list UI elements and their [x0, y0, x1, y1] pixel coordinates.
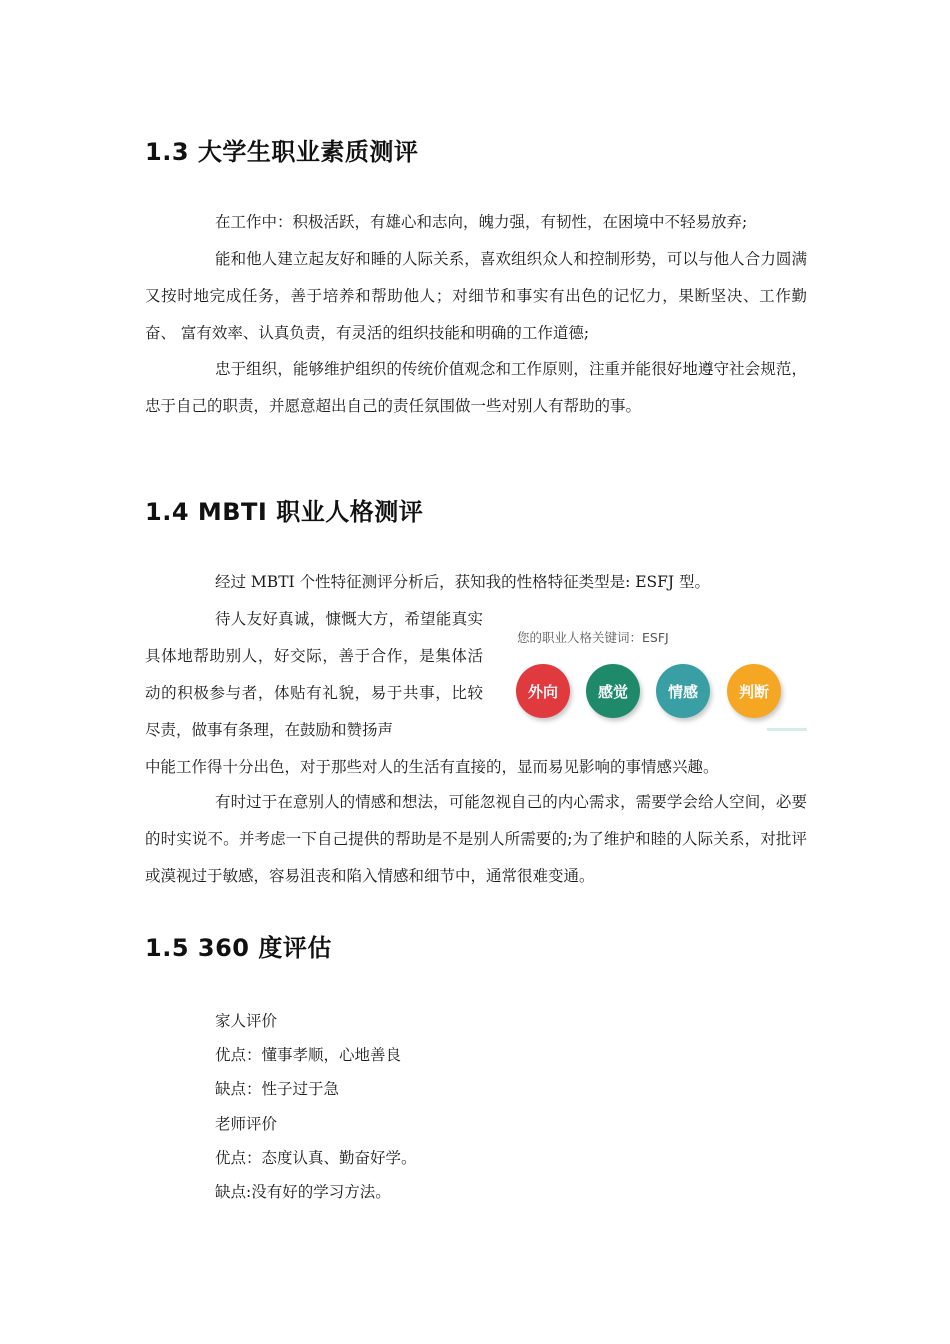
section-1-5-heading: 1.5 360 度评估 — [145, 934, 332, 962]
figure-accent-line — [767, 728, 807, 731]
section-1-3-paragraph-1: 在工作中：积极活跃，有雄心和志向，魄力强，有韧性，在困境中不轻易放弃; — [215, 213, 748, 231]
section-1-3-heading: 1.3 大学生职业素质测评 — [145, 138, 419, 166]
evaluation-line: 缺点:没有好的学习方法。 — [215, 1183, 391, 1201]
keyword-judging-badge: 判断 — [727, 664, 781, 718]
evaluation-line: 老师评价 — [215, 1115, 278, 1133]
mbti-keywords-figure — [505, 618, 807, 734]
keyword-feeling-badge: 情感 — [656, 664, 710, 718]
mbti-figure-caption: 您的职业人格关键词：ESFJ — [517, 630, 669, 645]
keyword-sensing-badge: 感觉 — [586, 664, 640, 718]
evaluation-line: 家人评价 — [215, 1012, 278, 1030]
section-1-3-paragraph-3: 忠于组织，能够维护组织的传统价值观念和工作原则，注重并能很好地遵守社会规范，忠于自己的职责，并愿意超出自己的责任氛围做一些对别人有帮助的事。 — [145, 360, 807, 415]
section-1-4-paragraph-2-wrapped: 待人友好真诚，慷慨大方，希望能真实具体地帮助别人，好交际，善于合作，是集体活动的积极参与者，体贴有礼貌，易于共事，比较尽责，做事有条理，在鼓励和赞扬声 — [145, 610, 483, 739]
evaluation-line: 优点：态度认真、勤奋好学。 — [215, 1149, 417, 1167]
section-1-4-heading: 1.4 MBTI 职业人格测评 — [145, 498, 424, 526]
section-1-4-paragraph-1: 经过 MBTI 个性特征测评分析后，获知我的性格特征类型是: ESFJ 型。 — [215, 573, 711, 591]
evaluation-line: 优点：懂事孝顺，心地善良 — [215, 1046, 402, 1064]
section-1-4-paragraph-2-continued: 中能工作得十分出色，对于那些对人的生活有直接的，显而易见影响的事情感兴趣。 — [145, 758, 719, 776]
section-1-4-paragraph-3: 有时过于在意别人的情感和想法，可能忽视自己的内心需求，需要学会给人空间，必要的时实说不。并考虑一下自己提供的帮助是不是别人所需要的;为了维护和睦的人际关系，对批评或漠视过于敏感，容易沮丧和陷入情感和细节中，通常很难变通。 — [145, 793, 807, 885]
keyword-extraverted-badge: 外向 — [516, 664, 570, 718]
evaluation-line: 缺点：性子过于急 — [215, 1080, 340, 1098]
section-1-3-paragraph-2: 能和他人建立起友好和睡的人际关系，喜欢组织众人和控制形势，可以与他人合力圆满又按时地完成任务，善于培养和帮助他人；对细节和事实有出色的记忆力，果断坚决、工作勤奋、 富有效率、认真负责，有灵活的组织技能和明确的工作道德; — [145, 250, 807, 342]
